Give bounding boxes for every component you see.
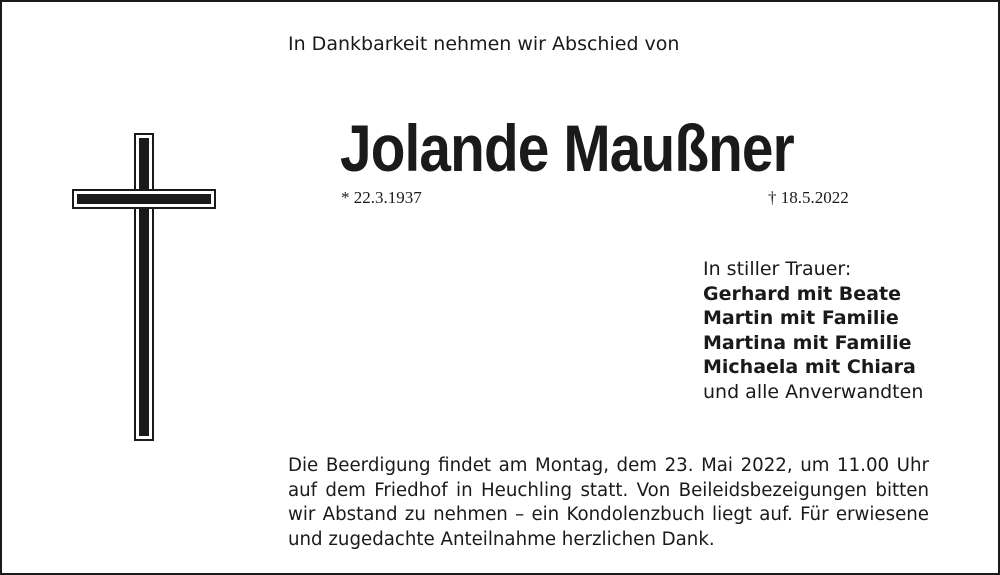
mourner-name: Michaela mit Chiara bbox=[703, 356, 916, 378]
mourners-closing-line: und alle Anverwandten bbox=[703, 380, 924, 403]
deceased-name: Jolande Maußner bbox=[340, 111, 794, 185]
mourner-name: Gerhard mit Beate bbox=[703, 282, 901, 305]
cross-icon bbox=[72, 133, 216, 441]
birth-date: * 22.3.1937 bbox=[341, 188, 422, 207]
funeral-details-text: Die Beerdigung findet am Montag, dem 23. Mai 2022, um 11.00 Uhr auf dem Friedhof in Heuchling statt. Von Beileidsbezeigungen bitten wir Abstand zu nehmen – ein Kondolenzbuch liegt auf. Für erwiesene und zugedachte Anteilnahme herzlichen Dank. bbox=[288, 455, 929, 550]
mourners-block bbox=[703, 257, 923, 404]
mourners-heading: In stiller Trauer: bbox=[703, 258, 852, 280]
mourner-name: Martin mit Familie bbox=[703, 307, 899, 329]
death-date: † 18.5.2022 bbox=[768, 188, 849, 207]
mourner-name: Martina mit Familie bbox=[703, 331, 912, 354]
intro-text: In Dankbarkeit nehmen wir Abschied von bbox=[288, 33, 680, 55]
